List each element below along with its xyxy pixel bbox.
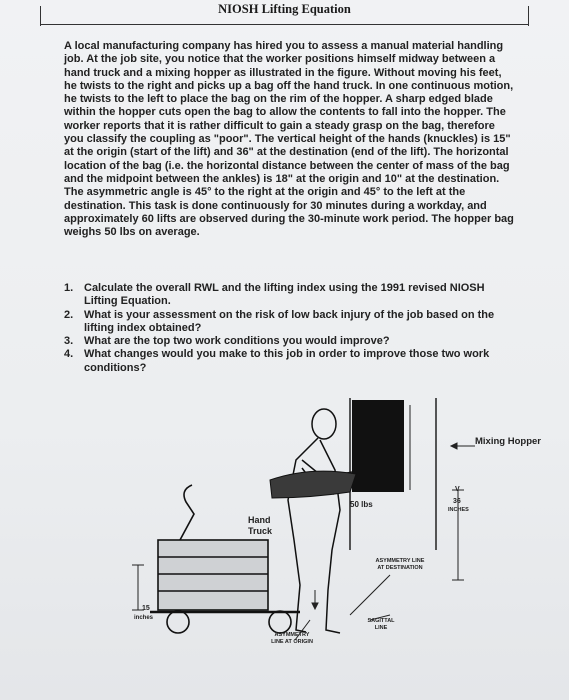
asymmetry-origin-label: ASYMMETRY LINE AT ORIGIN	[271, 632, 313, 645]
question-text: Calculate the overall RWL and the lifting index using the 1991 revised NIOSH Lifting Equation.	[84, 282, 485, 308]
worker-drawing	[288, 409, 352, 633]
origin-height-dimension	[132, 565, 144, 610]
sagittal-line-label: SAGITTAL LINE	[367, 618, 395, 631]
hand-truck-label: Hand Truck	[248, 515, 273, 536]
header-rule-bottom	[40, 24, 529, 25]
question-number: 4.	[64, 348, 74, 361]
mixing-hopper-label: Mixing Hopper	[475, 436, 541, 447]
bag-weight-label: 50 lbs	[350, 500, 373, 509]
page-title: NIOSH Lifting Equation	[218, 2, 351, 16]
question-list	[64, 282, 516, 375]
question-number: 2.	[64, 308, 74, 321]
question-item	[64, 282, 516, 309]
hand-truck-drawing	[150, 485, 300, 633]
question-text: What changes would you make to this job in order to improve those two work conditions?	[84, 348, 490, 374]
question-text: What are the top two work conditions you would improve?	[84, 335, 390, 348]
question-number: 3.	[64, 335, 74, 348]
lifting-figure	[120, 390, 541, 690]
question-item	[64, 348, 516, 375]
lifting-illustration	[120, 390, 520, 690]
v-value: 36	[453, 498, 461, 505]
question-text: What is your assessment on the risk of low back injury of the job based on the lifting index obtained?	[84, 308, 495, 334]
origin-height-unit: inches	[134, 615, 154, 621]
mixing-hopper-drawing	[350, 398, 436, 550]
v-label: V	[455, 486, 460, 493]
question-number: 1.	[64, 282, 74, 294]
asymmetry-destination-label: ASYMMETRY LINE AT DESTINATION	[375, 558, 425, 571]
bag-drawing	[270, 471, 356, 498]
question-item	[64, 335, 516, 348]
question-item	[64, 309, 516, 336]
hopper-arrow	[451, 443, 475, 449]
v-unit: INCHES	[448, 507, 469, 513]
problem-paragraph: A local manufacturing company has hired you to assess a manual material handling job. At the job site, you notice that the worker positions himself midway between a hand truck and a mixing hopper as illustrated in the figure. Without moving his feet, he twists to the right and picks up a bag off the hand truck. In one continuous motion, he twists to the left to place the bag on the rim of the hopper. A sharp edged blade within the hopper cuts open the bag to allow the contents to fall into the hopper. The worker reports that it is rather difficult to gain a steady grasp on the bag, therefore you classify the coupling as "poor". The vertical height of the hands (knuckles) is 15" at the origin (start of the lift) and 36" at the destination (end of the lift). The horizontal location of the bag (i.e. the horizontal distance between the center of mass of the bag and the midpoint between the ankles) is 18" at the origin and 10" at the destination. The asymmetric angle is 45° to the right at the origin and 45° to the left at the destination. This task is done continuously for 30 minutes during a workday, and approximately 60 lifts are observed during the 30-minute work period. The hopper bag weighs 50 lbs on average.	[64, 40, 514, 239]
origin-height-value: 15	[142, 605, 150, 612]
